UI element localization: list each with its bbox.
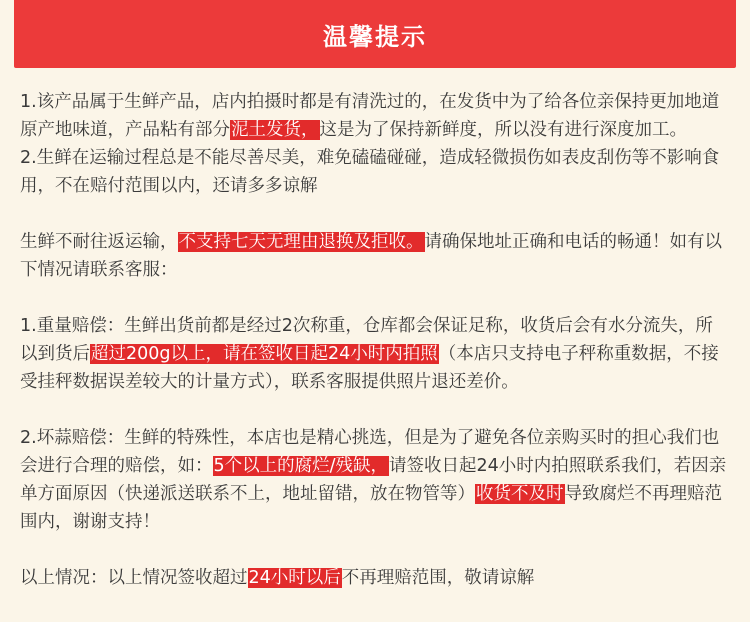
- text-segment: 2.坏蒜赔偿：生鲜的特殊性，本店也是精心挑选，但是为了避免各位亲购买时的担心我们也会进行合理的赔偿，如：: [20, 428, 720, 476]
- paragraph-weight-compensation: [20, 312, 730, 396]
- highlight-segment: 5个以上的腐烂/残缺，: [213, 456, 389, 476]
- text-segment: 不再理赔范围，敬请谅解: [341, 568, 535, 588]
- text-segment: （本店只支持电子秤称重数据，不接受挂秤数据误差较大的计量方式），联系客服提供照片退还差价。: [20, 344, 719, 392]
- text-segment: 2.生鲜在运输过程总是不能尽善尽美，难免磕磕碰碰，造成轻微损伤如表皮刮伤等不影响食用，不在赔付范围以内，还请多多谅解: [20, 148, 720, 196]
- paragraph-2: [20, 144, 730, 200]
- highlight-segment: 超过200g以上，请在签收日起24小时内拍照: [91, 344, 438, 364]
- highlight-segment: 24小时以后: [248, 568, 341, 588]
- highlight-segment: 泥土发货，: [231, 120, 319, 140]
- text-segment: 1.该产品属于生鲜产品，店内拍摄时都是有清洗过的，在发货中为了给各位亲保持更加地道原产地味道，产品粘有部分: [20, 92, 720, 140]
- text-segment: 请签收日起24小时内拍照联系我们，若因亲单方面原因（快递派送联系不上，地址留错，放在物管等）: [20, 456, 727, 504]
- text-segment: 这是为了保持新鲜度，所以没有进行深度加工。: [319, 120, 687, 140]
- highlight-segment: 不支持七天无理由退换及拒收。: [178, 232, 424, 252]
- paragraph-summary: [20, 564, 730, 592]
- text-segment: 导致腐烂不再理赔范围内，谢谢支持！: [20, 484, 722, 532]
- text-segment: 生鲜不耐往返运输，: [20, 232, 178, 252]
- highlight-segment: 收货不及时: [476, 484, 564, 504]
- paragraph-1: [20, 88, 730, 144]
- notice-content: [14, 68, 736, 592]
- text-segment: 请确保地址正确和电话的畅通！如有以下情况请联系客服：: [20, 232, 722, 280]
- paragraph-3: [20, 228, 730, 284]
- text-segment: 以上情况：以上情况签收超过: [20, 568, 248, 588]
- notice-header: [14, 0, 736, 68]
- notice-title: 温馨提示: [323, 22, 427, 51]
- text-segment: 1.重量赔偿：生鲜出货前都是经过2次称重，仓库都会保证足称，收货后会有水分流失，所以到货后: [20, 316, 713, 364]
- paragraph-bad-garlic-compensation: [20, 424, 730, 536]
